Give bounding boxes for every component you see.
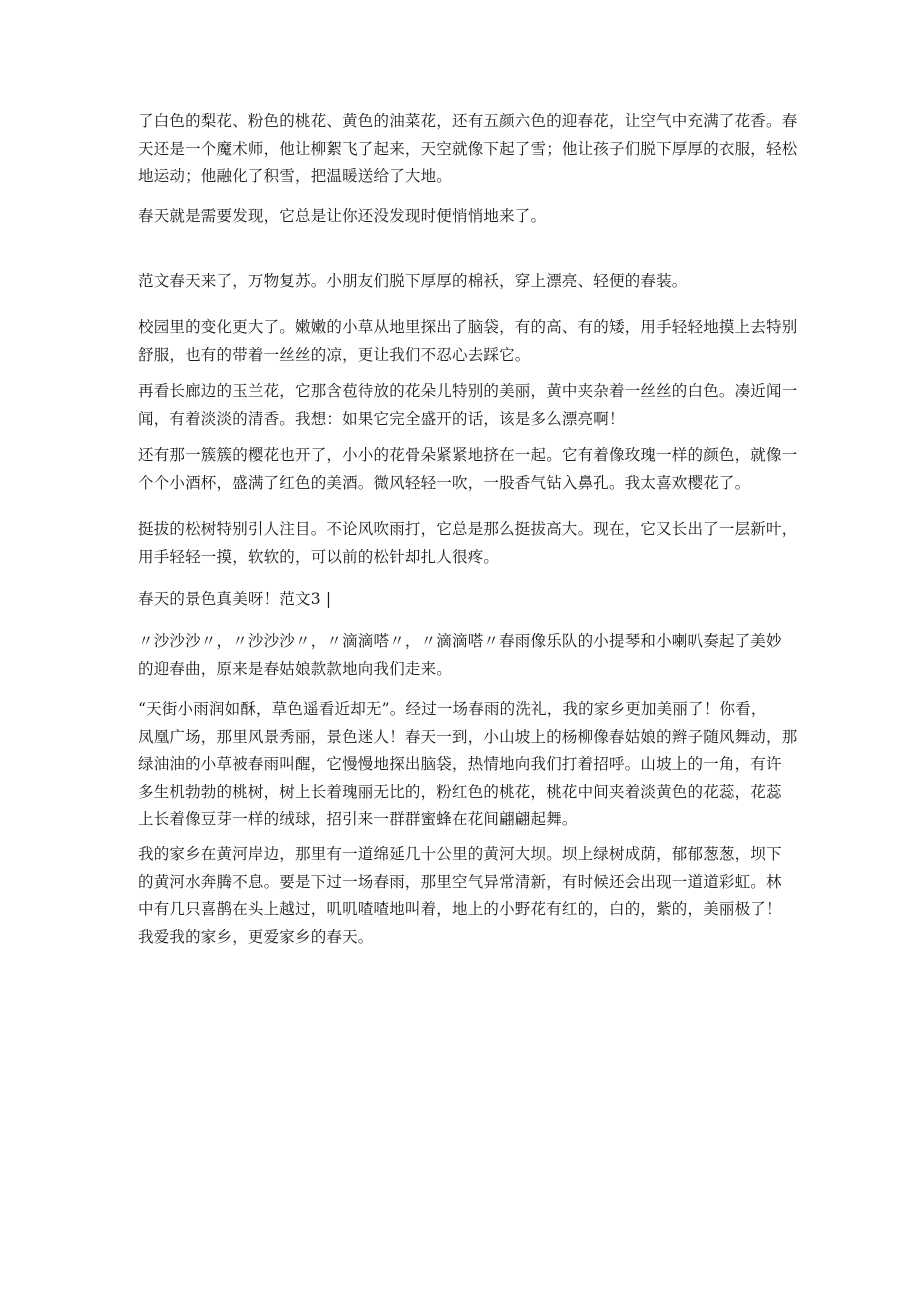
paragraph-hometown-scenery	[138, 696, 798, 834]
text-line: 地运动；他融化了积雪，把温暖送给了大地。	[138, 167, 453, 185]
paragraph-pine-tree	[138, 516, 798, 571]
text-line: 了白色的梨花、粉色的桃花、黄色的油菜花，还有五颜六色的迎春花，让空气中充满了花香。春	[138, 112, 798, 130]
text-line: 范文春天来了，万物复苏。小朋友们脱下厚厚的棉袄，穿上漂亮、轻便的春装。	[138, 272, 688, 290]
text-line: 挺拔的松树特别引人注目。不论风吹雨打，它总是那么挺拔高大。现在，它又长出了一层新叶，	[138, 520, 798, 538]
text-line: 天还是一个魔术师，他让柳絮飞了起来，天空就像下起了雪；他让孩子们脱下厚厚的衣服，轻松	[138, 139, 798, 158]
text-line: 的黄河水奔腾不息。要是下过一场春雨，那里空气异常清新，有时候还会出现一道道彩虹。林	[138, 872, 782, 891]
paragraph-campus-grass	[138, 314, 798, 369]
text-line: 还有那一簇簇的樱花也开了，小小的花骨朵紧紧地挤在一起。它有着像玫瑰一样的颜色，就像一	[138, 446, 798, 464]
paragraph-discover-spring	[138, 203, 788, 231]
text-line: 中有几只喜鹊在头上越过，叽叽喳喳地叫着，地上的小野花有红的，白的，紫的，美丽极了！	[138, 900, 782, 918]
text-line: 春天的景色真美呀！范文3 |	[138, 590, 332, 608]
paragraph-example-intro	[138, 268, 788, 296]
text-line: 用手轻轻一摸，软软的，可以前的松针却扎人很疼。	[138, 547, 500, 566]
text-line: 绿油油的小草被春雨叫醒，它慢慢地探出脑袋，热情地向我们打着招呼。山坡上的一角，有许	[138, 755, 782, 773]
text-line: 上长着像豆芽一样的绒球，招引来一群群蜜蜂在花间翩翩起舞。	[138, 810, 578, 828]
paragraph-cherry-blossom	[138, 442, 798, 497]
text-line: 舒服，也有的带着一丝丝的凉，更让我们不忍心去踩它。	[138, 345, 531, 364]
text-line: 凤凰广场，那里风景秀丽，景色迷人！春天一到，小山坡上的杨柳像春姑娘的辫子随风舞动，那	[138, 727, 798, 746]
text-line: 〃沙沙沙〃，〃沙沙沙〃，〃滴滴嗒〃，〃滴滴嗒〃春雨像乐队的小提琴和小喇叭奏起了美妙	[138, 632, 782, 650]
section-heading-example-3	[138, 586, 788, 614]
text-line: “天街小雨润如酥，草色遥看近却无”。经过一场春雨的洗礼，我的家乡更加美丽了！你看，	[138, 700, 767, 718]
text-line: 我的家乡在黄河岸边，那里有一道绵延几十公里的黄河大坝。坝上绿树成荫，郁郁葱葱，坝下	[138, 845, 782, 863]
paragraph-magnolia	[138, 378, 798, 433]
paragraph-spring-flowers	[138, 108, 798, 191]
text-line: 我爱我的家乡，更爱家乡的春天。	[138, 927, 374, 946]
text-line: 再看长廊边的玉兰花，它那含苞待放的花朵儿特别的美丽，黄中夹杂着一丝丝的白色。凑近闻一	[138, 382, 798, 400]
text-line: 多生机勃勃的桃树，树上长着瑰丽无比的，粉红色的桃花，桃花中间夹着淡黄色的花蕊，花蕊	[138, 782, 782, 801]
paragraph-spring-rain	[138, 628, 788, 683]
paragraph-yellow-river	[138, 841, 788, 951]
text-line: 闻，有着淡淡的清香。我想：如果它完全盛开的话，该是多么漂亮啊！	[138, 409, 625, 428]
text-line: 校园里的变化更大了。嫩嫩的小草从地里探出了脑袋，有的高、有的矮，用手轻轻地摸上去特别	[138, 318, 798, 336]
text-line: 春天就是需要发现，它总是让你还没发现时便悄悄地来了。	[138, 207, 547, 225]
text-line: 个个小酒杯，盛满了红色的美酒。微风轻轻一吹，一股香气钻入鼻孔。我太喜欢樱花了。	[138, 473, 751, 492]
text-line: 的迎春曲，原来是春姑娘款款地向我们走来。	[138, 659, 453, 678]
